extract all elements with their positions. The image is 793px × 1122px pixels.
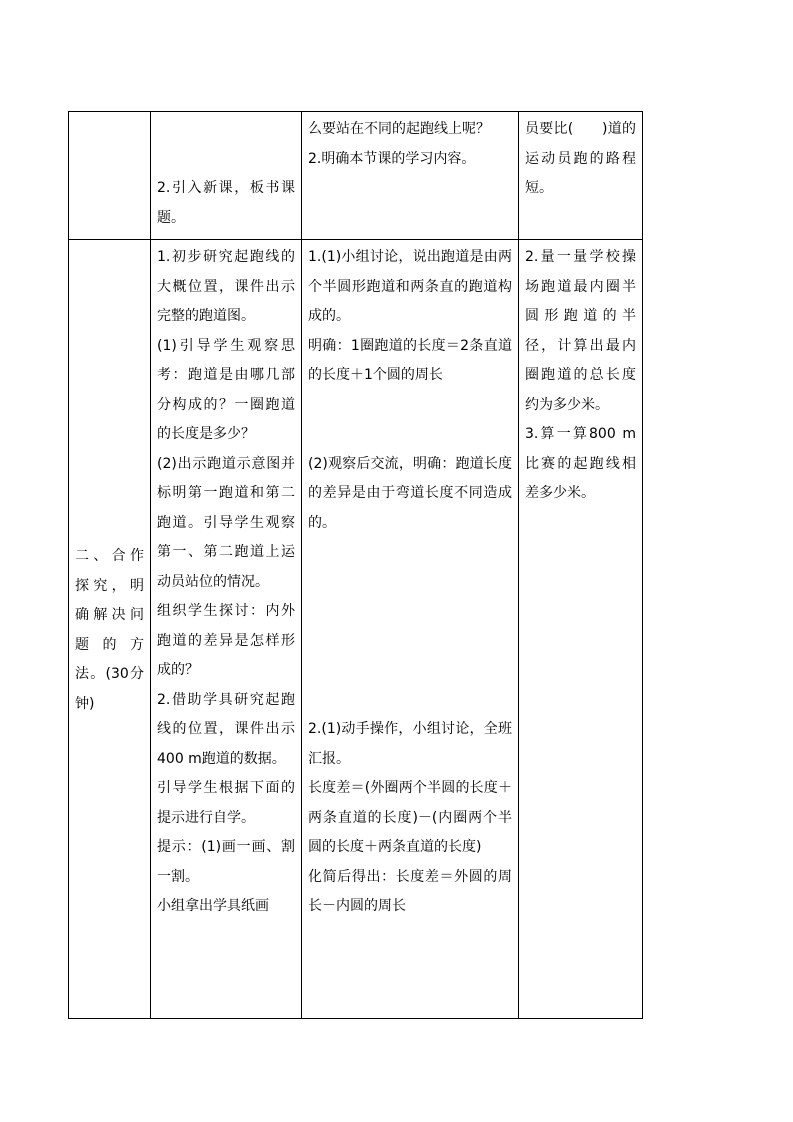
teacher-activity-cell — [151, 240, 302, 1019]
teacher-activity-text: 提示：(1)画一画、割一割。 — [157, 839, 295, 885]
student-activity-text: 化简后得出：长度差＝外圆的周长－内圆的周长 — [308, 868, 512, 914]
teacher-activity-cell — [151, 112, 302, 240]
spacer — [308, 391, 512, 450]
teacher-activity-text: 小组拿出学具纸画 — [157, 898, 269, 914]
spacer — [157, 115, 295, 174]
table-row-continuation — [69, 112, 643, 240]
student-activity-text: 明确：1圈跑道的长度＝2条直道的长度＋1个圆的周长 — [308, 337, 512, 383]
design-intent-cell — [519, 112, 643, 240]
stage-label: 二、合作探究，明确解决问题的方法。(30分钟) — [75, 548, 144, 712]
design-intent-cell — [519, 240, 643, 1019]
stage-cell — [69, 240, 151, 1019]
student-activity-text: 1.(1)小组讨论，说出跑道是由两个半圆形跑道和两条直的跑道构成的。 — [308, 249, 512, 324]
student-activity-text: 长度差＝(外圈两个半圆的长度＋两条直道的长度)－(内圈两个半圆的长度＋两条直道的长度) — [308, 780, 512, 855]
teacher-activity-text: 2.引入新课，板书课题。 — [157, 180, 295, 226]
design-intent-text: 2.量一量学校操场跑道最内圈半圆形跑道的半径，计算出最内圈跑道的总长度约为多少米。 — [525, 249, 636, 413]
teacher-activity-text: 组织学生探讨：内外跑道的差异是怎样形成的？ — [157, 603, 295, 678]
student-activity-cell — [302, 112, 519, 240]
design-intent-text: 3.算一算800 m比赛的起跑线相差多少米。 — [525, 426, 636, 501]
student-activity-cell — [302, 240, 519, 1019]
teacher-activity-text: 1.初步研究起跑线的大概位置，课件出示完整的跑道图。 — [157, 249, 295, 324]
table-row-stage-2 — [69, 240, 643, 1019]
spacer — [308, 538, 512, 715]
teacher-activity-text: (1)引导学生观察思考：跑道是由哪几部分构成的？一圈跑道的长度是多少？ — [157, 337, 295, 442]
teacher-activity-text: 引导学生根据下面的提示进行自学。 — [157, 780, 295, 826]
student-activity-text: 么要站在不同的起跑线上呢？ — [308, 121, 490, 137]
student-activity-text: 2.(1)动手操作，小组讨论，全班汇报。 — [308, 721, 512, 767]
teacher-activity-text: 2.借助学具研究起跑线的位置，课件出示400 m跑道的数据。 — [157, 691, 295, 767]
lesson-plan-table — [68, 111, 643, 1019]
stage-cell — [69, 112, 151, 240]
student-activity-text: (2)观察后交流，明确：跑道长度的差异是由于弯道长度不同造成的。 — [308, 455, 512, 531]
teacher-activity-text: (2)出示跑道示意图并标明第一跑道和第二跑道。引导学生观察第一、第二跑道上运动员站位的情况。 — [157, 455, 295, 590]
design-intent-text: 员要比( )道的运动员跑的路程短。 — [525, 121, 636, 196]
student-activity-text: 2.明确本节课的学习内容。 — [308, 150, 476, 167]
